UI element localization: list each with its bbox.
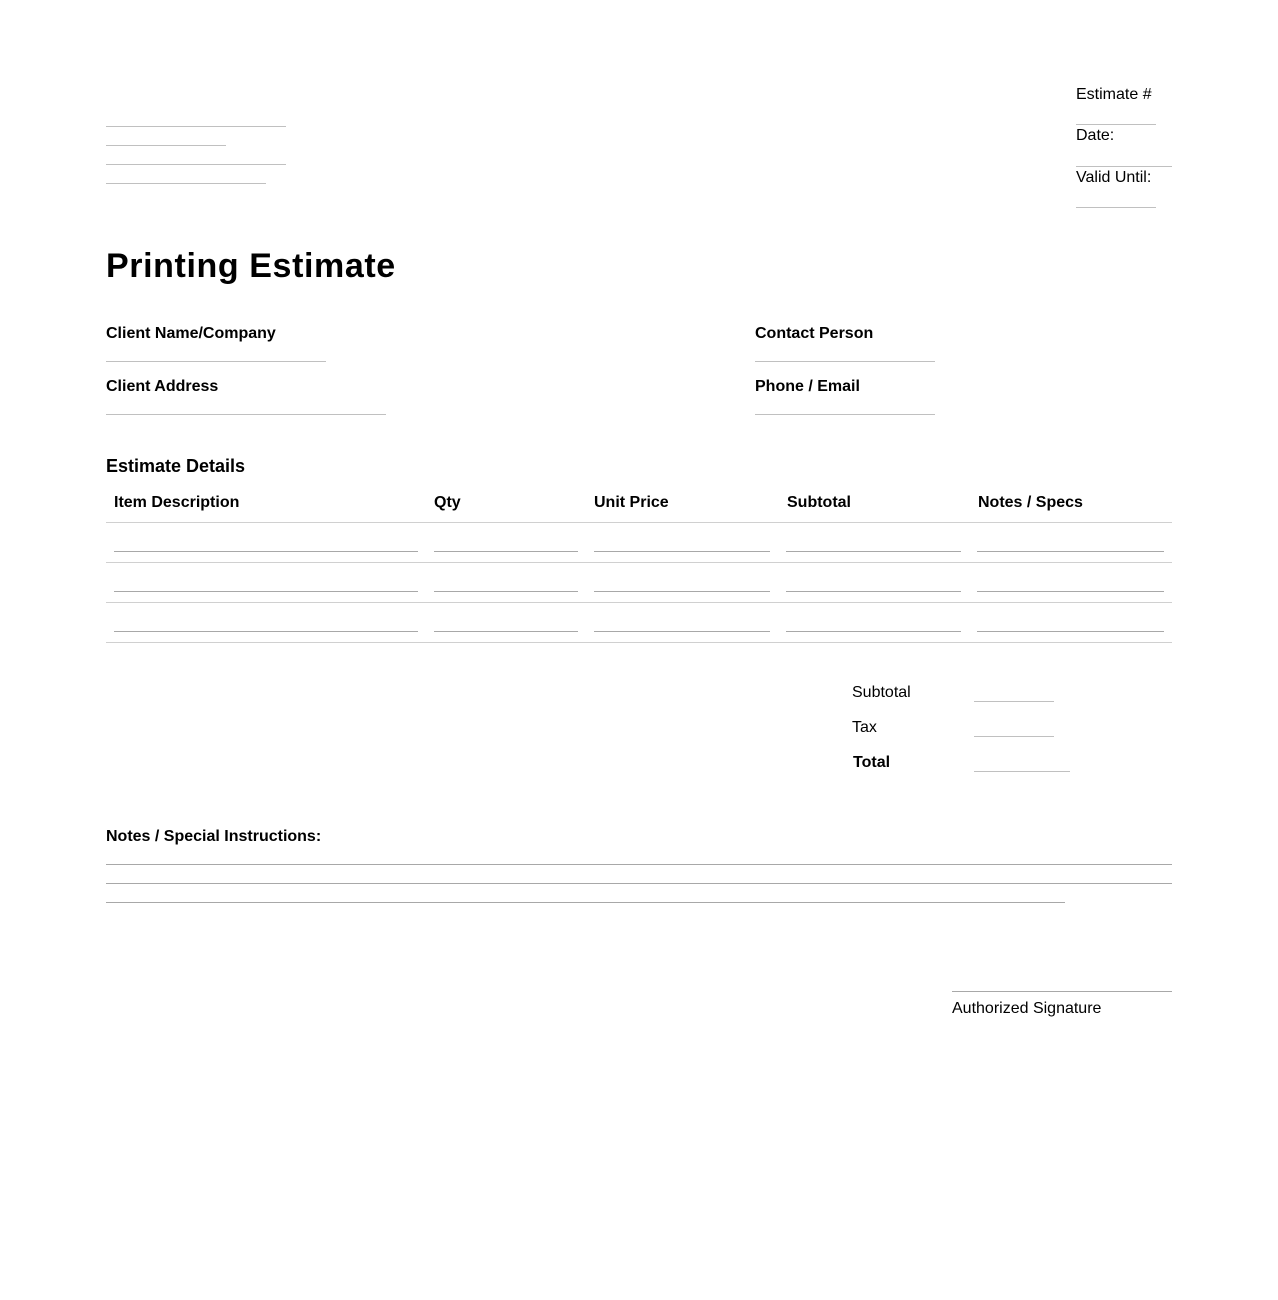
subtotal-label: Subtotal bbox=[852, 684, 911, 701]
notes-label: Notes / Special Instructions: bbox=[106, 828, 322, 845]
subtotal-input[interactable] bbox=[786, 591, 961, 592]
client-address-label: Client Address bbox=[106, 378, 219, 395]
contact-person-label: Contact Person bbox=[755, 325, 874, 342]
company-line-4[interactable] bbox=[106, 183, 266, 184]
column-header-unit-price: Unit Price bbox=[594, 494, 669, 511]
authorized-signature-label: Authorized Signature bbox=[952, 1000, 1102, 1017]
notes-line-3[interactable] bbox=[106, 902, 1065, 903]
subtotal-field[interactable] bbox=[974, 701, 1054, 702]
notes-line-2[interactable] bbox=[106, 883, 1172, 884]
unit-price-input[interactable] bbox=[594, 631, 770, 632]
date-field[interactable] bbox=[1076, 166, 1172, 167]
item-description-input[interactable] bbox=[114, 631, 418, 632]
client-name-label: Client Name/Company bbox=[106, 325, 276, 342]
total-field[interactable] bbox=[974, 771, 1070, 772]
tax-label: Tax bbox=[852, 719, 877, 736]
signature-line[interactable] bbox=[952, 991, 1172, 992]
item-description-input[interactable] bbox=[114, 551, 418, 552]
notes-specs-input[interactable] bbox=[977, 631, 1164, 632]
notes-specs-input[interactable] bbox=[977, 551, 1164, 552]
valid-until-label: Valid Until: bbox=[1076, 169, 1152, 186]
table-header-divider bbox=[106, 522, 1172, 523]
column-header-qty: Qty bbox=[434, 494, 461, 511]
row-divider bbox=[106, 642, 1172, 643]
date-label: Date: bbox=[1076, 127, 1115, 144]
subtotal-input[interactable] bbox=[786, 551, 961, 552]
unit-price-input[interactable] bbox=[594, 591, 770, 592]
client-address-field[interactable] bbox=[106, 414, 386, 415]
phone-email-field[interactable] bbox=[755, 414, 935, 415]
row-divider bbox=[106, 602, 1172, 603]
notes-line-1[interactable] bbox=[106, 864, 1172, 865]
qty-input[interactable] bbox=[434, 591, 578, 592]
estimate-number-label: Estimate # bbox=[1076, 86, 1152, 103]
qty-input[interactable] bbox=[434, 551, 578, 552]
qty-input[interactable] bbox=[434, 631, 578, 632]
company-line-1[interactable] bbox=[106, 126, 286, 127]
phone-email-label: Phone / Email bbox=[755, 378, 860, 395]
company-line-3[interactable] bbox=[106, 164, 286, 165]
column-header-notes-specs: Notes / Specs bbox=[978, 494, 1083, 511]
column-header-subtotal: Subtotal bbox=[787, 494, 851, 511]
contact-person-field[interactable] bbox=[755, 361, 935, 362]
client-name-field[interactable] bbox=[106, 361, 326, 362]
company-line-2[interactable] bbox=[106, 145, 226, 146]
item-description-input[interactable] bbox=[114, 591, 418, 592]
notes-specs-input[interactable] bbox=[977, 591, 1164, 592]
tax-field[interactable] bbox=[974, 736, 1054, 737]
total-label: Total bbox=[853, 754, 891, 771]
estimate-details-title: Estimate Details bbox=[106, 456, 246, 476]
page-title: Printing Estimate bbox=[106, 247, 396, 285]
row-divider bbox=[106, 562, 1172, 563]
estimate-number-field[interactable] bbox=[1076, 124, 1156, 125]
valid-until-field[interactable] bbox=[1076, 207, 1156, 208]
unit-price-input[interactable] bbox=[594, 551, 770, 552]
subtotal-input[interactable] bbox=[786, 631, 961, 632]
column-header-item-description: Item Description bbox=[114, 494, 240, 511]
